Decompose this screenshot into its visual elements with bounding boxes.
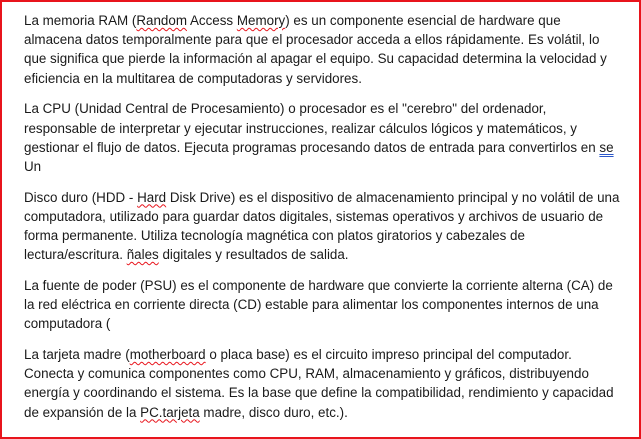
spelling-flag-hard[interactable]: Hard bbox=[137, 189, 167, 205]
paragraph-motherboard[interactable] bbox=[24, 345, 620, 422]
paragraph-ram[interactable] bbox=[24, 11, 620, 88]
text-run: Disk Drive) es el dispositivo de almacenamiento principal y no volátil de una computadora, utilizado para guardar datos digitales, sistemas operativos y archivos de usuario de forma permanente. Utiliza tecnología magnética con platos giratorios y cabezales de lectura/escritura. bbox=[24, 189, 620, 263]
spelling-flag-memory[interactable]: Memory bbox=[236, 13, 286, 28]
text-run: Disco duro (HDD - bbox=[24, 189, 138, 205]
spelling-flag-motherboard[interactable]: motherboard bbox=[129, 347, 206, 363]
text-run: La CPU (Unidad Central de Procesamiento) o procesador es el "cerebro" del ordenador, responsable de interpretar y ejecutar instrucciones, realizar cálculos lógicos y matemáticos, y gestionar el flujo de datos. Ejecuta programas procesando datos de entrada para convertirlos en bbox=[24, 101, 600, 155]
text-run: La fuente de poder (PSU) es el componente de hardware que convierte la corriente alterna (CA) de la red eléctrica en corriente directa (CD) estable para alimentar los componentes internos de una computadora ( bbox=[24, 277, 613, 332]
grammar-flag-se[interactable]: se bbox=[599, 139, 614, 155]
document-body[interactable] bbox=[24, 11, 620, 433]
text-run: madre, disco duro, etc.). bbox=[199, 404, 348, 420]
spelling-flag-pc-tarjeta[interactable]: PC.tarjeta bbox=[140, 404, 200, 420]
spelling-flag-random[interactable]: Random bbox=[136, 13, 187, 28]
spelling-flag-nales[interactable]: ñales bbox=[126, 247, 159, 263]
text-run: La memoria RAM ( bbox=[24, 13, 137, 28]
paragraph-psu[interactable] bbox=[24, 276, 620, 334]
text-run: ) es un componente esencial de hardware que almacena datos temporalmente para que el procesador acceda a ellos rápidamente. Es volátil, lo que significa que pierde la información al apagar el equipo. Su capacidad determina la velocidad y eficiencia en la multitarea de computadoras y servidores. bbox=[24, 13, 607, 86]
text-run: Un bbox=[24, 158, 42, 174]
text-run: digitales y resultados de salida. bbox=[158, 247, 349, 263]
text-run: Access bbox=[186, 13, 237, 28]
paragraph-cpu[interactable] bbox=[24, 99, 620, 176]
paragraph-hdd[interactable] bbox=[24, 188, 620, 265]
text-run: o placa base) es el circuito impreso principal del computador. Conecta y comunica componentes como CPU, RAM, almacenamiento y gráficos, distribuyendo energía y coordinando el sistema. Es la base que define la compatibilidad, rendimiento y capacidad de expansión de la bbox=[24, 347, 614, 420]
text-run: La tarjeta madre ( bbox=[24, 347, 130, 363]
